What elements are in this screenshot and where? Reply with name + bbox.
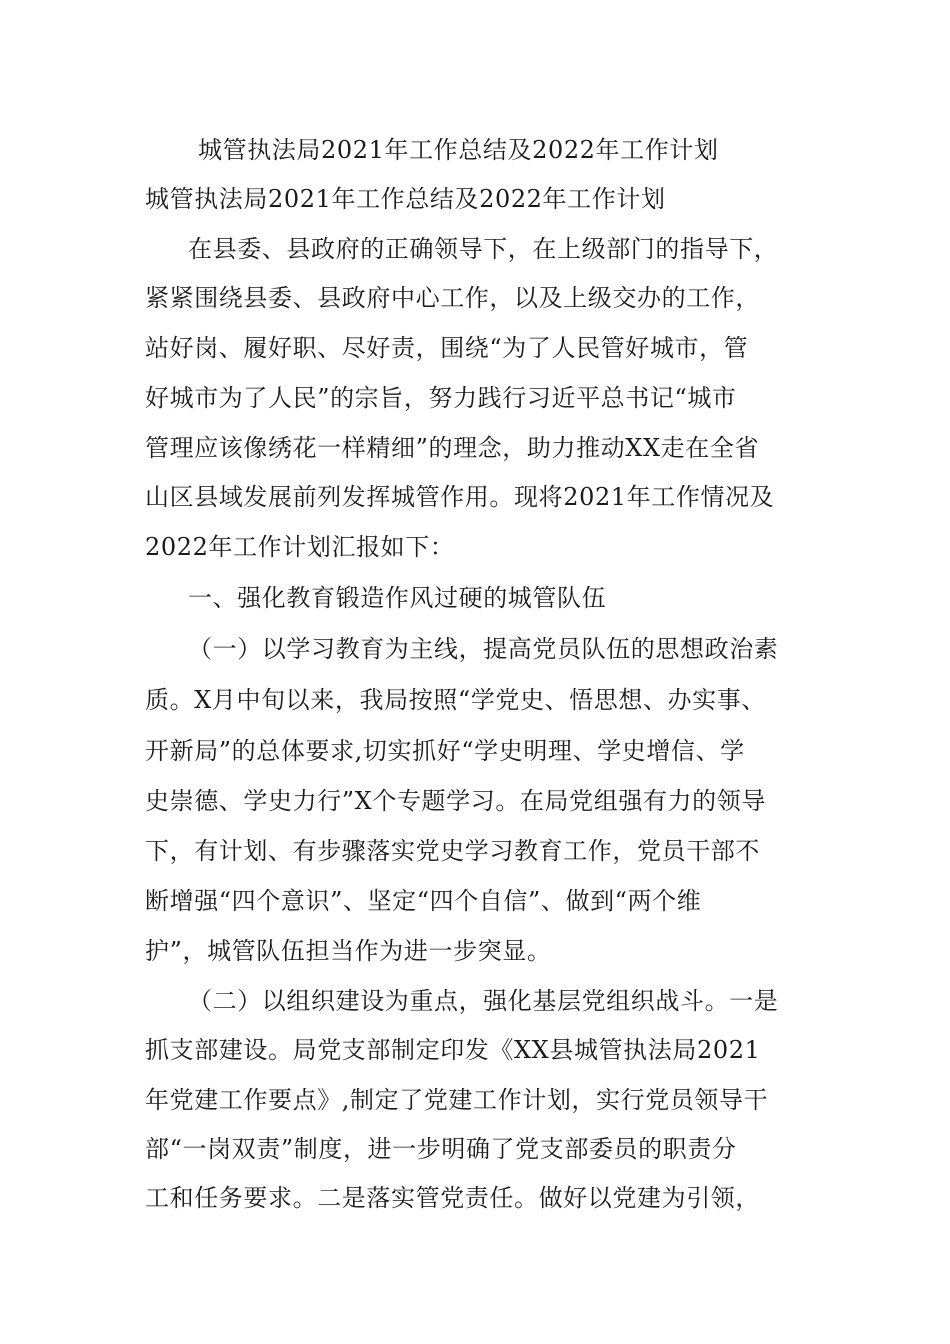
paragraph-line: 部“一岗双责”制度，进一步明确了党支部委员的职责分 (145, 1135, 737, 1163)
paragraph-line: （二）以组织建设为重点，强化基层党组织战斗。一是 (188, 987, 779, 1015)
paragraph-line: 护”，城管队伍担当作为进一步突显。 (145, 937, 552, 965)
intro-line: 2022年工作计划汇报如下： (145, 533, 455, 561)
intro-line: 站好岗、履好职、尽好责，围绕“为了人民管好城市，管 (145, 334, 749, 362)
paragraph-line: 工和任务要求。二是落实管党责任。做好以党建为引领， (145, 1184, 760, 1212)
intro-line: 紧紧围绕县委、县政府中心工作，以及上级交办的工作， (145, 284, 760, 312)
paragraph-line: 质。X月中旬以来，我局按照“学党史、悟思想、办实事、 (145, 686, 766, 714)
document-title: 城管执法局2021年工作总结及2022年工作计划 (198, 136, 719, 164)
paragraph-line: 下，有计划、有步骤落实党史学习教育工作，党员干部不 (145, 837, 760, 865)
section-heading: 一、强化教育锻造作风过硬的城管队伍 (188, 584, 607, 612)
paragraph-line: 史崇德、学史力行”X个专题学习。在局党组强有力的领导 (145, 787, 766, 815)
paragraph-line: 抓支部建设。局党支部制定印发《XX县城管执法局2021 (145, 1036, 761, 1064)
intro-line: 在县委、县政府的正确领导下，在上级部门的指导下， (188, 235, 779, 263)
document-subtitle: 城管执法局2021年工作总结及2022年工作计划 (145, 185, 666, 213)
paragraph-line: （一）以学习教育为主线，提高党员队伍的思想政治素 (188, 635, 779, 663)
intro-line: 管理应该像绣花一样精细”的理念，助力推动XX走在全省 (145, 434, 760, 462)
paragraph-line: 年党建工作要点》,制定了党建工作计划，实行党员领导干 (145, 1086, 769, 1114)
paragraph-line: 开新局”的总体要求,切实抓好“学史明理、学史增信、学 (145, 737, 745, 765)
paragraph-line: 断增强“四个意识”、坚定“四个自信”、做到“两个维 (145, 887, 702, 915)
intro-line: 好城市为了人民”的宗旨，努力践行习近平总书记“城市 (145, 384, 737, 412)
intro-line: 山区县域发展前列发挥城管作用。现将2021年工作情况及 (145, 483, 775, 511)
